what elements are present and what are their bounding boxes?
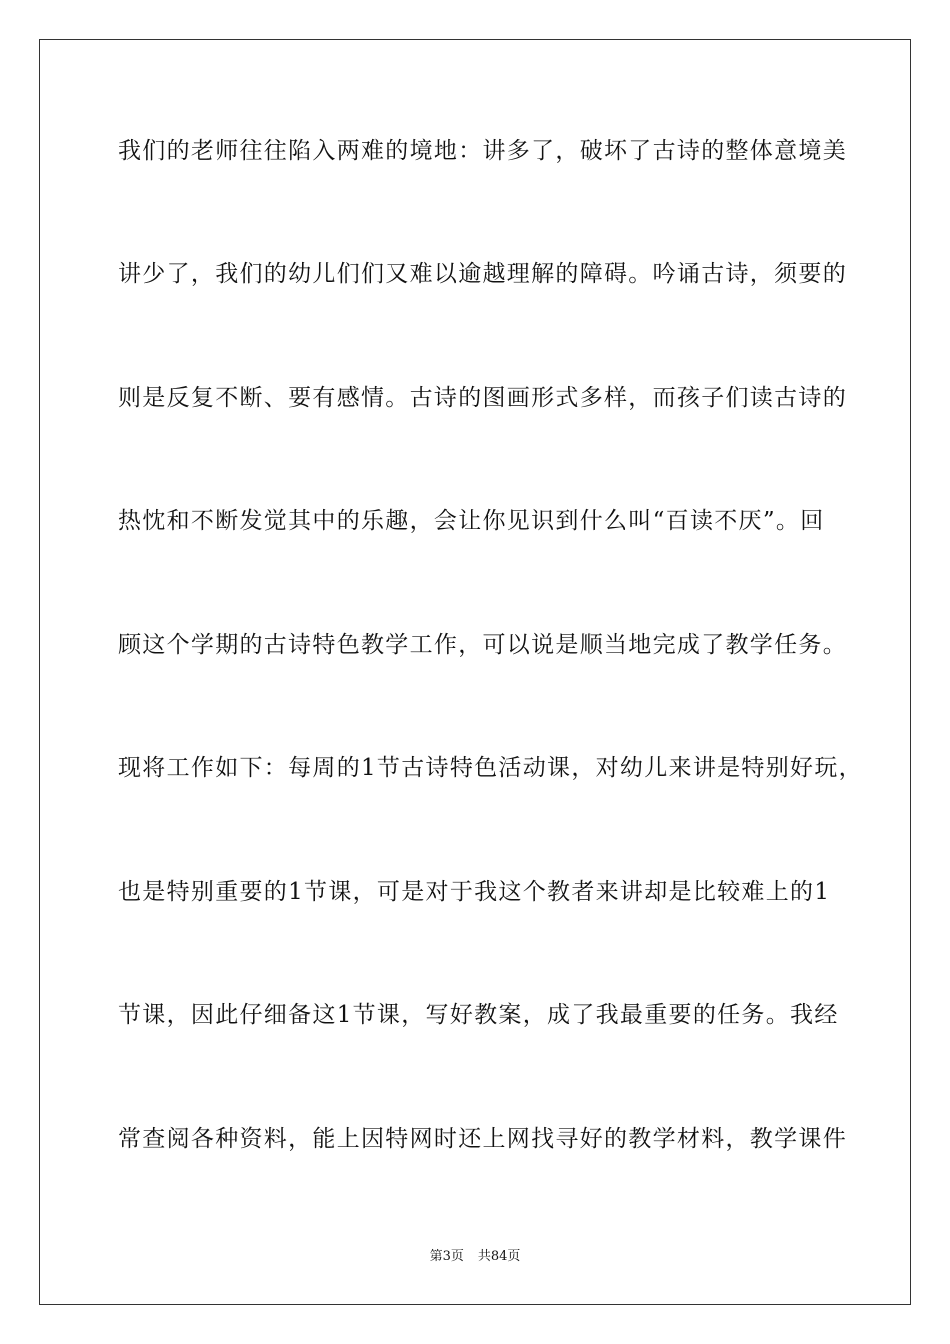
text-line: 顾这个学期的古诗特色教学工作，可以说是顺当地完成了教学任务。 [118,632,847,658]
text-line: 现将工作如下：每周的1节古诗特色活动课，对幼儿来讲是特别好玩， [118,755,863,781]
text-line: 讲少了，我们的幼儿们们又难以逾越理解的障碍。吟诵古诗，须要的 [118,261,847,287]
text-line: 常查阅各种资料，能上因特网时还上网找寻好的教学材料，教学课件 [118,1126,847,1152]
text-line: 则是反复不断、要有感情。古诗的图画形式多样，而孩子们读古诗的 [118,385,847,411]
text-line: 热忱和不断发觉其中的乐趣，会让你见识到什么叫“百读不厌”。回 [118,508,825,534]
page-border [39,39,911,1305]
page-number: 第3页 [429,1249,464,1264]
text-line: 也是特别重要的1节课，可是对于我这个教者来讲却是比较难上的1 [118,879,831,905]
page-footer [0,1248,950,1266]
text-line: 节课，因此仔细备这1节课，写好教案，成了我最重要的任务。我经 [118,1002,839,1028]
page-total: 共84页 [477,1249,521,1264]
text-line: 我们的老师往往陷入两难的境地：讲多了，破坏了古诗的整体意境美 [118,138,847,164]
